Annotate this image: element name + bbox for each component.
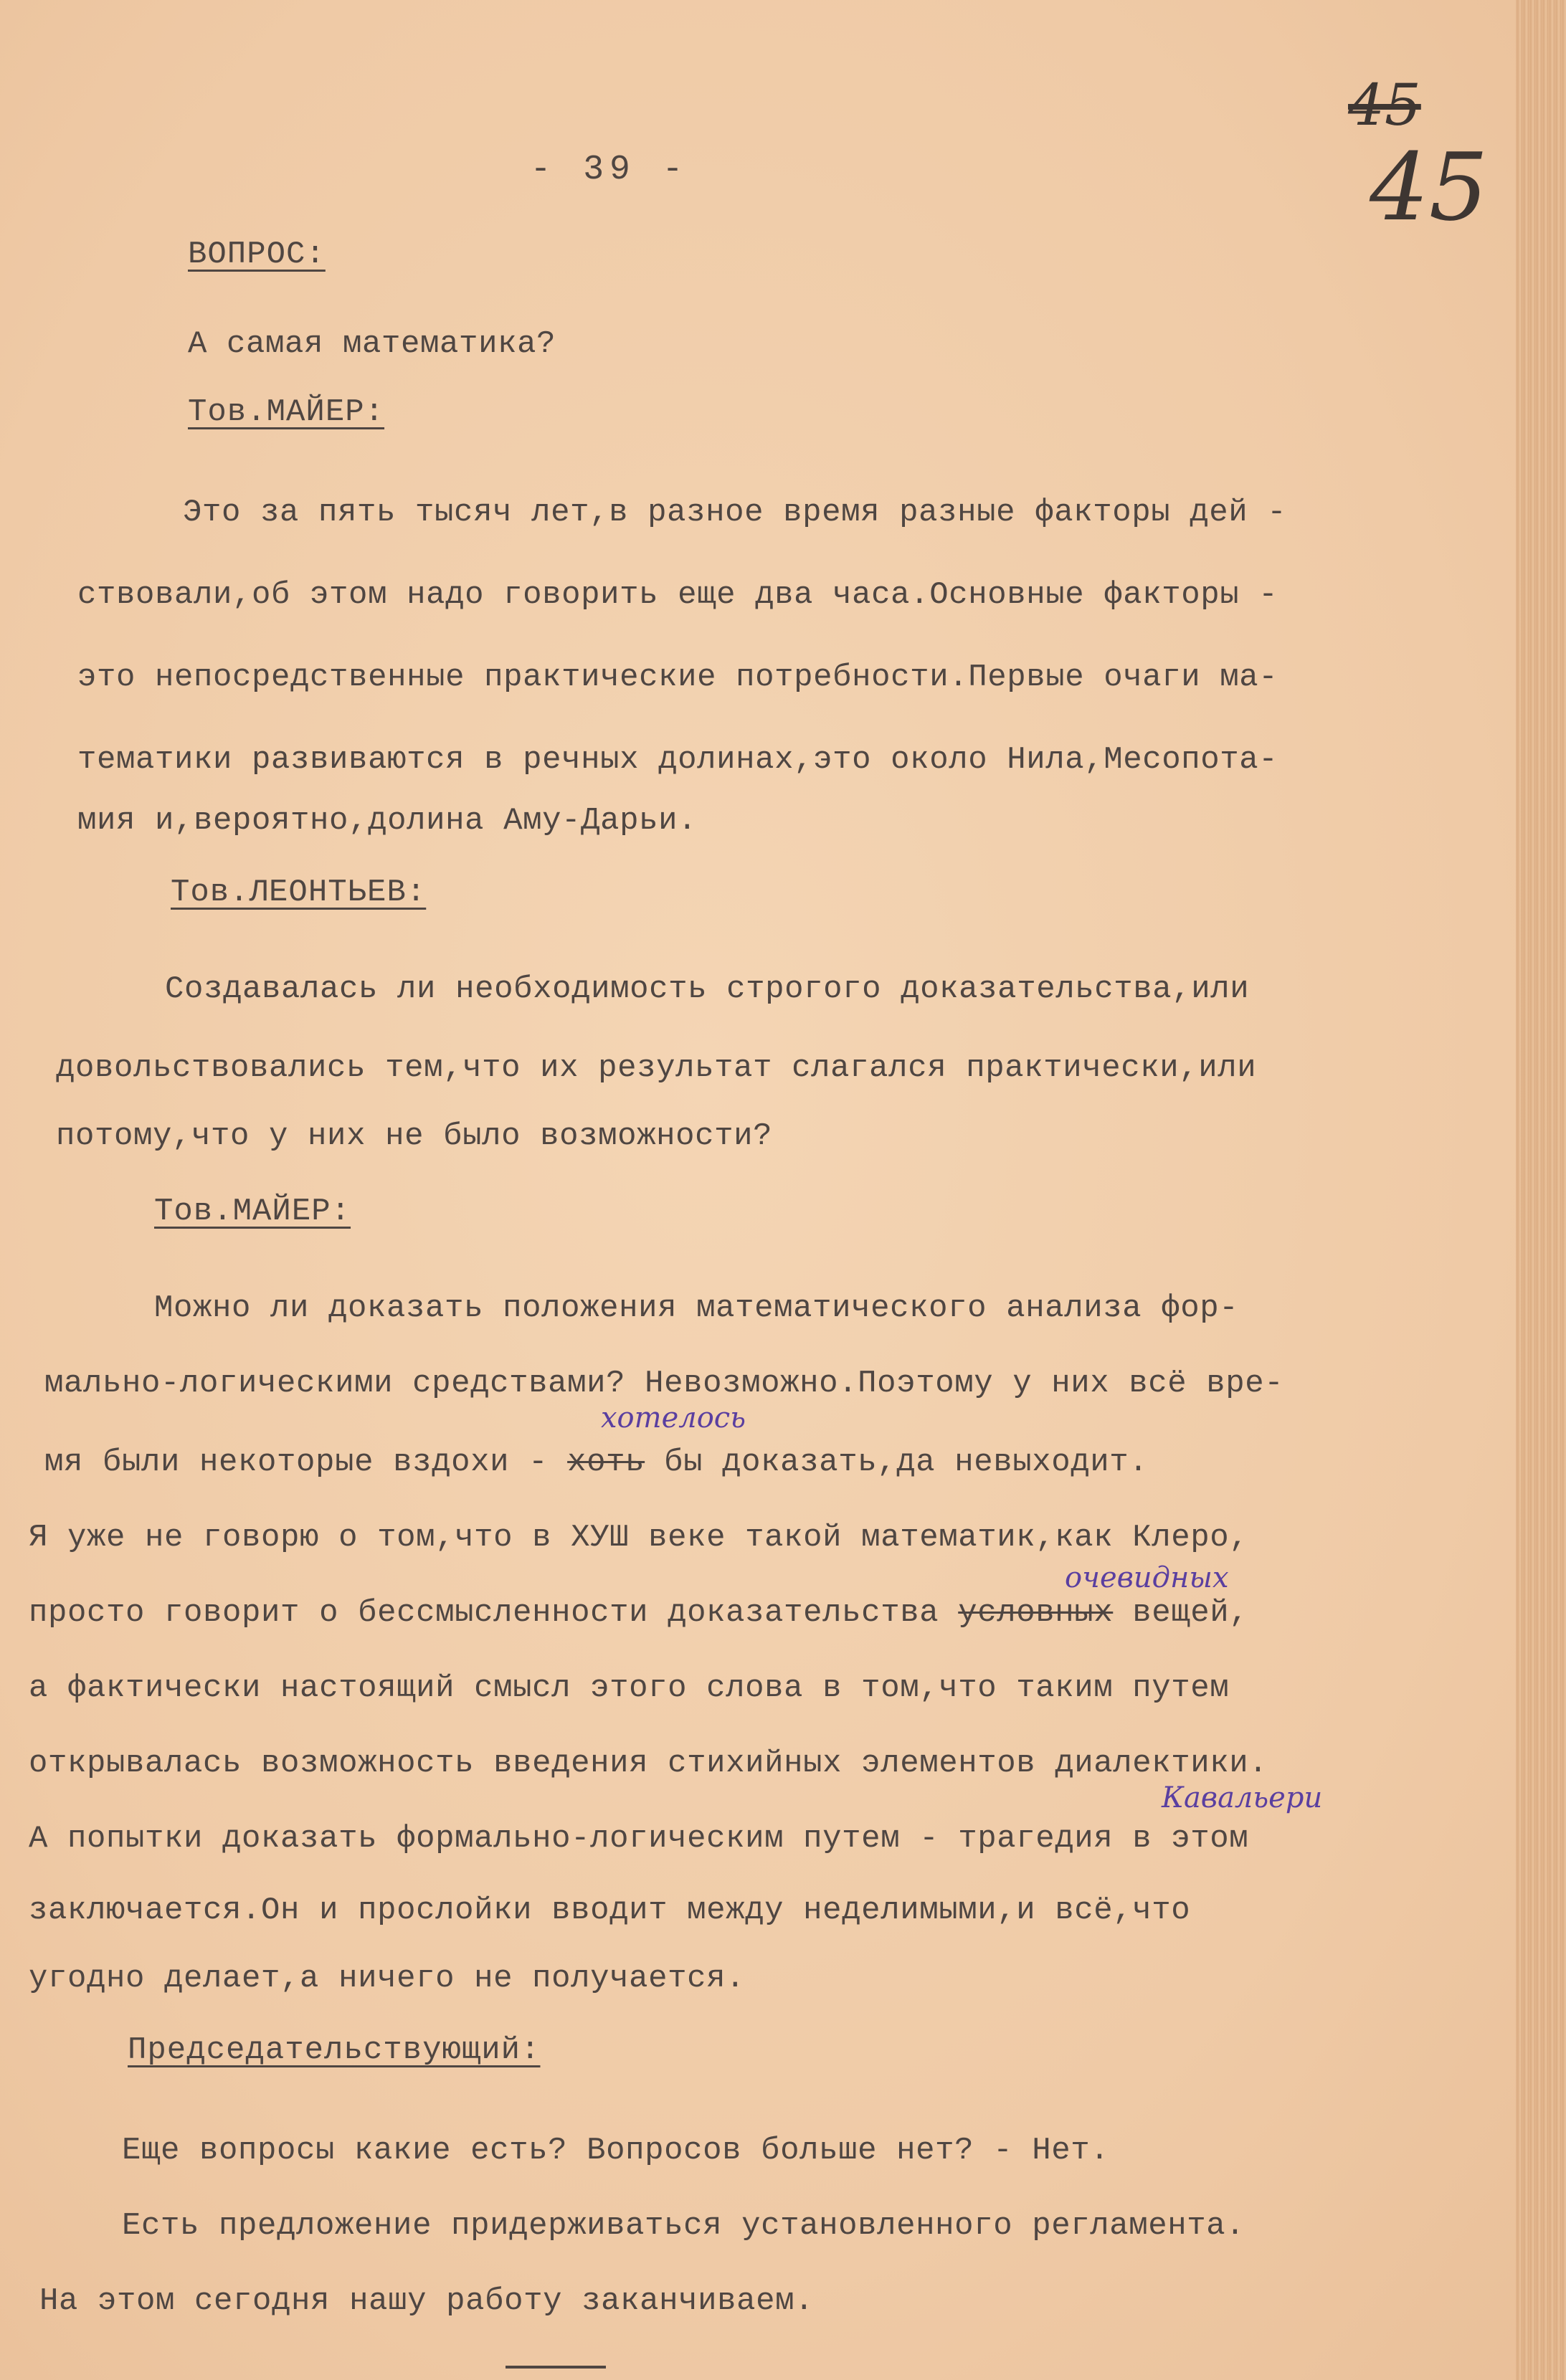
text-line: открывалась возможность введения стихийных элементов диалектики. (29, 1746, 1268, 1781)
handwritten-insertion: Кавальери (1162, 1781, 1323, 1814)
speaker-label: Тов.МАЙЕР: (154, 1194, 351, 1229)
text-line: мия и,вероятно,долина Аму-Дарьи. (77, 803, 698, 839)
text-line: потому,что у них не было возможности? (56, 1118, 773, 1154)
handwritten-correction: хотелось (601, 1401, 746, 1434)
text-line: А попытки доказать формально-логическим путем - трагедия в этом (29, 1821, 1249, 1857)
speaker-label: ВОПРОС: (188, 237, 326, 272)
text-line: ствовали,об этом надо говорить еще два часа.Основные факторы - (77, 577, 1278, 613)
text-line: Можно ли доказать положения математического анализа фор- (154, 1290, 1239, 1326)
handwritten-correction: очевидных (1065, 1561, 1229, 1594)
struck-word: хоть (567, 1444, 645, 1480)
text-line: мально-логическими средствами? Невозможно.Поэтому у них всё вре- (44, 1366, 1284, 1401)
page-number: - 39 - (530, 151, 689, 189)
text-line: заключается.Он и прослойки вводит между неделимыми,и всё,что (29, 1893, 1191, 1928)
speaker-label: Председательствующий: (128, 2032, 541, 2068)
text-line: просто говорит о бессмысленности доказательства условных вещей, (29, 1595, 1249, 1631)
text-line: мя были некоторые вздохи - хоть бы доказать,да невыходит. (44, 1444, 1149, 1480)
text-line: довольствовались тем,что их результат слагался практически,или (56, 1050, 1257, 1086)
archive-sheet-number: 45 (1370, 133, 1489, 242)
text-line: Это за пять тысяч лет,в разное время разные факторы дей - (183, 495, 1287, 530)
struck-word: условных (958, 1595, 1114, 1631)
speaker-label: Тов.ЛЕОНТЬЕВ: (171, 875, 427, 910)
text-line: это непосредственные практические потребности.Первые очаги ма- (77, 660, 1278, 695)
text-line: тематики развиваются в речных долинах,это около Нила,Месопота- (77, 742, 1278, 778)
text-line: Я уже не говорю о том,что в ХУШ веке такой математик,как Клеро, (29, 1520, 1249, 1556)
paper-stack-edge (1516, 0, 1566, 2380)
text-line: а фактически настоящий смысл этого слова в том,что таким путем (29, 1670, 1230, 1706)
speaker-label: Тов.МАЙЕР: (188, 394, 385, 430)
text-line: А самая математика? (188, 326, 556, 362)
archive-sheet-number-crossed: 45 (1348, 72, 1421, 138)
text-line: Есть предложение придерживаться установленного регламента. (122, 2208, 1245, 2244)
text-line: На этом сегодня нашу работу заканчиваем. (39, 2283, 815, 2319)
end-rule (506, 2366, 606, 2369)
text-line: Еще вопросы какие есть? Вопросов больше нет? - Нет. (122, 2133, 1110, 2169)
text-line: Создавалась ли необходимость строгого доказательства,или (165, 971, 1250, 1007)
text-line: угодно делает,а ничего не получается. (29, 1961, 746, 1996)
